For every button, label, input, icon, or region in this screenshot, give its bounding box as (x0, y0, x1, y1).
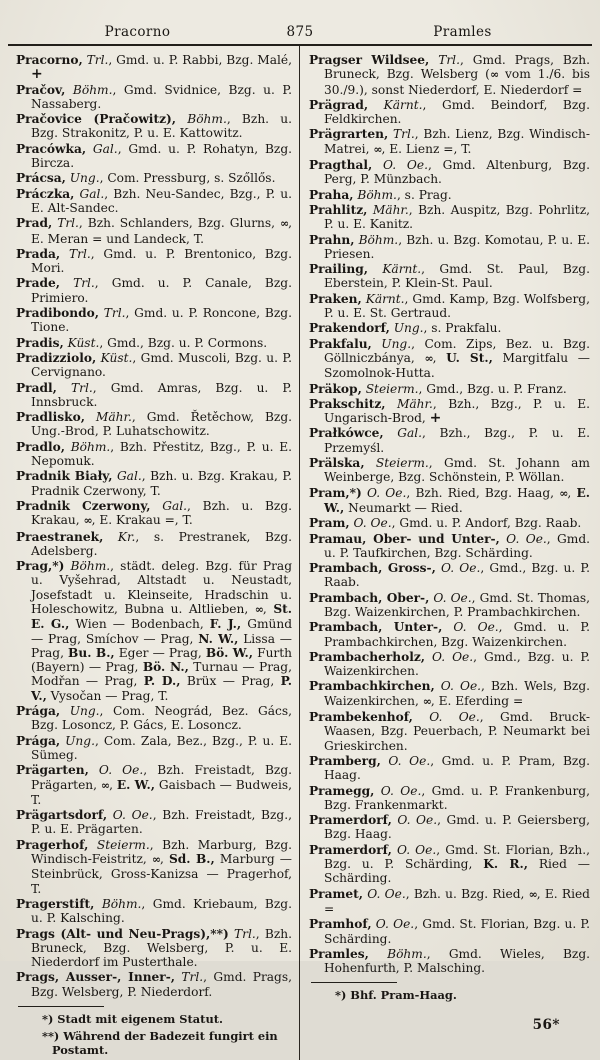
entry-text: , Gmd. Wieles, Bzg. Hohenfurth, P. Malsching. (324, 946, 590, 976)
entry-headword: Prakschitz, (309, 396, 386, 411)
entry-text: vom 1./6. bis 30./9.), sonst Niederdorf, E. Niederdorf = (324, 67, 591, 97)
entry-headword: Pramles, (309, 946, 369, 961)
footnote: **) Während der Badezeit fungirt ein Postamt. (42, 1028, 278, 1057)
entry-text: , Bzh. Neu-Sandec, Bzg., P. u. E. Alt-Sandec. (31, 186, 292, 215)
entry-headword: Prácsa, (16, 171, 66, 186)
crownland-abbrev: O. Oe. (380, 753, 431, 768)
crownland-abbrev: O. Oe. (391, 813, 438, 828)
gazetteer-entry (309, 887, 590, 917)
crownland-abbrev: Ung. (60, 704, 100, 719)
entry-headword: P. V., (31, 674, 292, 703)
entry-text: , E. Meran = und Landeck, T. (31, 216, 292, 246)
entry-headword: Práczka, (16, 186, 75, 201)
entry-text: , Gmd. u. P. Canale, Bzg. Primiero. (31, 276, 292, 305)
crownland-abbrev: Böhm. (64, 559, 111, 574)
left-column (6, 46, 300, 1060)
entry-headword: Prahlitz, (309, 202, 368, 217)
entry-text: Vysočan — Prag, T. (46, 688, 169, 703)
crownland-abbrev: Mähr. (385, 396, 433, 411)
running-head-left-title: Pracorno (104, 24, 171, 40)
crownland-abbrev: Trl. (388, 127, 415, 142)
entry-headword: U. St., (446, 350, 493, 365)
gazetteer-entry (309, 710, 590, 753)
entry-text: , Gmd., Bzg. u. P. Cormons. (99, 335, 268, 350)
entry-headword: Prałkówce, (309, 426, 384, 441)
entry-headword: Pramerdorf, (309, 842, 392, 857)
crownland-abbrev: O. Oe. (88, 763, 144, 778)
entry-headword: Pradlisko, (16, 410, 85, 425)
entry-headword: Sd. B., (168, 852, 215, 867)
page-number: 875 (286, 24, 314, 40)
entry-headword: Pračovice (Pračowitz), (16, 112, 177, 127)
entry-headword: Pradl, (16, 380, 57, 395)
gazetteer-entry (309, 813, 590, 842)
entry-text: , Gmd. u. P. Andorf, Bzg. Raab. (391, 516, 582, 531)
posthorn-icon: ∞ (373, 142, 382, 156)
gazetteer-entry (16, 187, 292, 216)
crownland-abbrev: Böhm. (65, 82, 113, 97)
gazetteer-entry (16, 530, 292, 559)
entry-headword: Prägarten, (16, 763, 89, 778)
entry-headword: Präkop, (309, 381, 362, 396)
entry-text: Marburg — Steinbrück, Gross-Kanizsa — Pragerhof, T. (31, 852, 292, 896)
crownland-abbrev: Trl. (99, 306, 126, 321)
crownland-abbrev: Ung. (65, 171, 100, 186)
crownland-abbrev: Trl. (228, 926, 256, 941)
crownland-abbrev: Trl. (82, 53, 109, 67)
gazetteer-entry (309, 679, 590, 709)
gazetteer-entry (16, 897, 292, 926)
crownland-abbrev: Kärnt. (368, 97, 423, 112)
cross-icon: + (31, 66, 43, 83)
entry-headword: Pračov, (16, 82, 66, 97)
entry-headword: Prags (Alt- und Neu-Prags),**) (16, 926, 229, 941)
gazetteer-entry (16, 410, 292, 439)
entry-headword: Pradis, (16, 335, 64, 350)
entry-text: Brüx — Prag, (180, 674, 281, 689)
right-footnote-rule (311, 982, 397, 983)
crownland-abbrev: O. Oe. (442, 620, 499, 635)
footnote: *) Stadt mit eigenem Statut. (42, 1012, 223, 1026)
entry-text: , Bzh. Schlanders, Bzg. Glurns, (78, 216, 280, 231)
crownland-abbrev: Steierm. (88, 837, 150, 852)
crownland-abbrev: Böhm. (368, 946, 427, 961)
entry-text: , Com. Pressburg, s. Szőllős. (99, 171, 276, 186)
gazetteer-entry (309, 233, 590, 262)
posthorn-icon: ∞ (100, 778, 110, 792)
entry-text: , Bzh. Wels, Bzg. Waizenkirchen, (324, 679, 590, 708)
entry-headword: Bu. B., (68, 645, 115, 660)
entry-text: , Gmd. St. Florian, Bzh., Bzg. u. P. Schärding, (324, 842, 590, 872)
entry-headword: Praestranek, (16, 529, 104, 544)
entry-text: , Bzh. Freistadt, Bzg., P. u. E. Prägarten. (31, 808, 292, 837)
crownland-abbrev: Mähr. (84, 410, 132, 425)
entry-headword: P. D., (143, 674, 181, 689)
posthorn-icon: ∞ (489, 68, 499, 82)
entry-headword: Prägrad, (309, 97, 369, 112)
entry-headword: Pramet, (309, 886, 364, 901)
entry-text: , E. Eferding = (430, 693, 524, 708)
crownland-abbrev: Gal. (112, 469, 142, 484)
entry-text: , s. Prag. (396, 187, 452, 202)
entry-text: , Com. Zala, Bez., Bzg., P. u. E. Sümeg. (31, 733, 292, 762)
entry-headword: Prambach, Ober-, (309, 590, 430, 605)
crownland-abbrev: Kr. (103, 529, 136, 544)
crownland-abbrev: O. Oe. (374, 783, 422, 798)
entry-text: , Gmd. Prags, Bzh. Bruneck, Bzg. Welsberg ( (324, 53, 591, 82)
entry-text: , Bzh., Bzg., P. u. E. Przemyśl. (324, 426, 590, 455)
gazetteer-entry (16, 559, 292, 703)
entry-headword: Pragerhof, (16, 837, 89, 852)
entry-headword: Pragser Wildsee, (309, 53, 430, 67)
entry-headword: Prälska, (309, 456, 365, 471)
crownland-abbrev: Ung. (371, 336, 412, 351)
entry-headword: Prailing, (309, 262, 368, 277)
printer-signature: 56* (532, 1016, 560, 1033)
gazetteer-entry (309, 561, 590, 590)
entry-headword: Prägrarten, (309, 127, 389, 142)
entry-text: , Bzh. Marburg, Bzg. Windisch-Feistritz, (31, 837, 293, 867)
gazetteer-entry (16, 838, 292, 896)
posthorn-icon: ∞ (151, 853, 161, 867)
entry-text: Turnau — Prag, Modřan — Prag, (31, 660, 292, 689)
entry-text: , Gmd. Kriebaum, Bzg. u. P. Kalsching. (31, 896, 292, 926)
entry-text: Gmünd — Prag, Smíchov — Prag, (31, 617, 292, 646)
crownland-abbrev: O. Oe. (425, 649, 474, 664)
crownland-abbrev: Gal. (86, 141, 118, 156)
posthorn-icon: ∞ (279, 217, 289, 231)
entry-text: , Gmd. Altenburg, Bzg. Perg, P. Münzbach. (324, 158, 590, 187)
entry-headword: Pragerstift, (16, 896, 95, 911)
gazetteer-entry (309, 456, 590, 485)
entry-text: , Gmd. u. P. Rohatyn, Bzg. Bircza. (31, 141, 292, 171)
entry-headword: Pramhof, (309, 917, 372, 932)
gazetteer-entry (309, 947, 590, 976)
crownland-abbrev: Gal. (150, 498, 188, 513)
gazetteer-entry (16, 808, 292, 837)
entry-headword: Prága, (16, 704, 61, 719)
entry-text: , Gmd. u. P. Geiersberg, Bzg. Haag. (324, 813, 590, 842)
entry-text: , Gmd. St. Johann am Weinberge, Bzg. Schönstein, P. Wöllan. (324, 456, 590, 485)
entry-headword: Prambach, Gross-, (309, 561, 436, 576)
gazetteer-entry (16, 440, 292, 469)
entry-text: , Gmd. Prags, Bzg. Welsberg, P. Niederdorf. (31, 970, 292, 999)
crownland-abbrev: Trl. (60, 276, 95, 291)
gazetteer-entry (309, 127, 590, 157)
entry-text: , Bzh. Bruneck, Bzg. Welsberg, P. u. E. Niederdorf im Pusterthale. (31, 926, 292, 970)
posthorn-icon: ∞ (422, 694, 431, 708)
entry-text: , Com. Neográd, Bez. Gács, Bzg. Losoncz, P. Gács, E. Losoncz. (31, 704, 292, 733)
entry-text: , Gmd. u. P. Taufkirchen, Bzg. Schärding. (324, 531, 590, 560)
gazetteer-entry (309, 337, 590, 381)
crownland-abbrev: Steierm. (364, 456, 429, 471)
entry-headword: Prága, (16, 733, 61, 748)
entry-headword: Prags, Ausser-, Inner-, (16, 970, 176, 985)
entry-text: , Bzh. Ried, Bzg. Haag, (406, 485, 560, 500)
entry-text: , Bzh. u. Bzg. Strakonitz, P. u. E. Kattowitz. (31, 112, 292, 141)
gazetteer-entry (309, 843, 590, 886)
gazetteer-entry (309, 426, 590, 455)
entry-text: , Gmd. St. Thomas, Bzg. Waizenkirchen, P. Prambachkirchen. (324, 590, 590, 619)
crownland-abbrev: O. Oe. (107, 808, 153, 823)
gazetteer-entry (309, 917, 590, 946)
entry-text: , Com. Zips, Bez. u. Bzg. Göllniczbánya, (324, 336, 591, 365)
entry-headword: Pramau, Ober- und Unter-, (309, 531, 500, 546)
entry-text: , Gmd. u. P. Brentonico, Bzg. Mori. (31, 246, 292, 276)
entry-text: , Gmd. St. Paul, Bzg. Eberstein, P. Klein-St. Paul. (324, 262, 590, 291)
entry-text: , Gmd. u. P. Roncone, Bzg. Tione. (31, 306, 292, 335)
running-head (6, 24, 594, 40)
entry-headword: Pragthal, (309, 158, 373, 173)
entry-headword: F. J., (209, 617, 242, 632)
entry-text: , Gmd. Bruck-Waasen, Bzg. Peuerbach, P. Neumarkt bei Grieskirchen. (324, 710, 590, 753)
gazetteer-entry (16, 276, 292, 305)
crownland-abbrev: Ung. (60, 733, 95, 748)
entry-text: , Gmd. u. P. Frankenburg, Bzg. Frankenmarkt. (324, 783, 590, 812)
entry-headword: Pracorno, (16, 53, 83, 67)
gazetteer-entry (309, 591, 590, 620)
entry-text: , Bzh. u. Bzg. Krakau, (31, 498, 293, 528)
crownland-abbrev: O. Oe. (434, 679, 482, 694)
crownland-abbrev: Kärnt. (368, 262, 422, 277)
gazetteer-entry (309, 516, 590, 530)
gazetteer-entry (309, 754, 590, 783)
entry-text: , Gmd. Amras, Bzg. u. P. Innsbruck. (31, 380, 292, 409)
entry-headword: Pradnik Biały, (16, 469, 113, 484)
gazetteer-entry (16, 53, 292, 82)
entry-text: , (160, 852, 169, 867)
gazetteer-entry (16, 734, 292, 763)
entry-text: , (109, 777, 117, 792)
crownland-abbrev: Küst. (63, 335, 100, 350)
entry-headword: Prägartsdorf, (16, 808, 108, 823)
right-column (300, 46, 594, 1060)
entry-text: , Gmd., Bzg. u. P. Raab. (324, 561, 591, 590)
entry-text: Margitfalu — Szomolnok-Hutta. (324, 350, 590, 381)
entry-headword: Pracówka, (16, 141, 87, 156)
gazetteer-entry (309, 158, 590, 187)
entry-text: Wien — Bodenbach, (69, 617, 210, 632)
gazetteer-entry (309, 486, 590, 516)
crownland-abbrev: O. Oe. (391, 842, 437, 857)
gazetteer-entry (309, 397, 590, 426)
entry-text: Lissa — Prag, (31, 631, 292, 660)
gazetteer-entry (16, 381, 292, 410)
posthorn-icon: ∞ (424, 351, 433, 365)
entry-text: , (567, 485, 577, 500)
entry-text: , Gmd., Bzg. u. P. Franz. (418, 381, 567, 396)
gazetteer-entry (16, 927, 292, 970)
crownland-abbrev: Kärnt. (361, 291, 405, 306)
crownland-abbrev: O. Oe. (435, 561, 481, 576)
entry-headword: Pramerdorf, (309, 813, 392, 828)
entry-headword: Pramegg, (309, 783, 375, 798)
entry-headword: Prambacherholz, (309, 649, 426, 664)
gazetteer-entry (309, 262, 590, 291)
gazetteer-entry (16, 171, 292, 185)
cross-icon: + (429, 410, 442, 427)
entry-text: , Bzh. u. Bzg. Krakau, P. Pradnik Czerwony, T. (31, 469, 293, 498)
crownland-abbrev: O. Oe. (371, 917, 415, 932)
entry-headword: Prad, (16, 216, 53, 231)
entry-headword: Praken, (309, 291, 362, 306)
entry-text: , E. Krakau =, T. (91, 513, 193, 528)
posthorn-icon: ∞ (559, 486, 568, 500)
entry-headword: Prakfalu, (309, 336, 372, 351)
entry-headword: Pradibondo, (16, 306, 100, 321)
gazetteer-entry (16, 499, 292, 529)
gazetteer-entry (16, 83, 292, 112)
gazetteer-entry (16, 142, 292, 171)
gazetteer-entry (309, 321, 590, 335)
left-entry-list (16, 53, 292, 999)
entry-headword: Prade, (16, 276, 61, 291)
crownland-abbrev: Böhm. (354, 232, 399, 247)
gazetteer-entry (16, 704, 292, 733)
gazetteer-entry (16, 216, 292, 246)
gazetteer-entry (309, 532, 590, 561)
columns (6, 46, 594, 1060)
entry-text: , Gmd. St. Florian, Bzg. u. P. Schärding. (324, 917, 590, 946)
entry-text: , E. Lienz =, T. (381, 141, 472, 156)
gazetteer-entry (309, 382, 590, 396)
entry-text: , (432, 350, 447, 365)
entry-headword: Prambekenhof, (309, 710, 413, 725)
entry-text: , Bzh. Lienz, Bzg. Windisch-Matrei, (324, 127, 590, 156)
entry-text: , Gmd. Muscoli, Bzg. u. P. Cervignano. (31, 350, 292, 380)
entry-headword: Prahn, (309, 232, 355, 247)
gazetteer-entry (309, 98, 590, 127)
entry-headword: Pram, (309, 516, 350, 531)
entry-text: Eger — Prag, (114, 645, 206, 660)
entry-headword: Prambachkirchen, (309, 679, 435, 694)
posthorn-icon: ∞ (528, 887, 537, 901)
entry-headword: Pradizziolo, (16, 350, 97, 365)
entry-text: , Bzh. Přestitz, Bzg., P. u. E. Nepomuk. (31, 439, 292, 469)
gazetteer-entry (16, 247, 292, 276)
gazetteer-entry (16, 970, 292, 999)
entry-text: , Gmd. Svidnice, Bzg. u. P. Nassaberg. (31, 82, 293, 111)
running-head-right-title: Pramles (433, 24, 492, 40)
gazetteer-entry (309, 620, 590, 649)
entry-text: , Gmd. u. P. Pram, Bzg. Haag. (324, 753, 590, 783)
gazetteer-entry (309, 784, 590, 813)
entry-headword: Praha, (309, 187, 354, 202)
gazetteer-entry (309, 650, 590, 679)
gazetteer-entry (309, 53, 590, 97)
entry-text: , Bzh. Freistadt, Bzg. Prägarten, (31, 763, 292, 792)
entry-text: , s. Prestranek, Bzg. Adelsberg. (31, 529, 292, 558)
gazetteer-entry (16, 306, 292, 335)
crownland-abbrev: O. Oe. (429, 590, 472, 605)
crownland-abbrev: O. Oe. (349, 516, 392, 531)
gazetteer-entry (309, 188, 590, 202)
crownland-abbrev: Gal. (383, 426, 423, 441)
entry-headword: Prakendorf, (309, 321, 390, 336)
crownland-abbrev: Steierm. (361, 381, 419, 396)
gazetteer-entry (16, 763, 292, 807)
entry-text: , Gmd. Beindorf, Bzg. Feldkirchen. (324, 97, 590, 127)
crownland-abbrev: Trl. (429, 53, 460, 67)
posthorn-icon: ∞ (83, 514, 92, 528)
crownland-abbrev: Trl. (56, 380, 93, 395)
gazetteer-entry (16, 112, 292, 141)
entry-text: , Bzh. u. Bzg. Komotau, P. u. E. Priesen. (324, 232, 590, 261)
entry-headword: Pradnik Czerwony, (16, 498, 151, 513)
entry-headword: E. W., (116, 777, 155, 792)
right-entry-list (309, 53, 590, 975)
crownland-abbrev: Trl. (52, 216, 79, 231)
entry-text: , (262, 601, 274, 616)
entry-text: , Gmd. u. P. Rabbi, Bzg. Malé, (108, 53, 292, 67)
entry-headword: Prag,*) (16, 559, 65, 574)
entry-text: Neumarkt — Ried. (344, 500, 463, 515)
entry-headword: Bö. N., (142, 660, 189, 675)
crownland-abbrev: Ung. (389, 321, 424, 336)
posthorn-icon: ∞ (254, 602, 263, 616)
entry-headword: St. E. G., (31, 601, 293, 632)
entry-text: , Bzh. Auspitz, Bzg. Pohrlitz, P. u. E. Kanitz. (324, 202, 590, 232)
entry-headword: Bö. W., (205, 645, 254, 660)
crownland-abbrev: Böhm. (176, 112, 227, 127)
gazetteer-entry (16, 469, 292, 498)
entry-text: Gaisbach — Budweis, T. (31, 777, 292, 807)
entry-headword: Pradlo, (16, 439, 66, 454)
entry-text: Furth (Bayern) — Prag, (31, 645, 292, 675)
entry-text: , Gmd. u. P. Prambachkirchen, Bzg. Waizenkirchen. (324, 620, 590, 649)
crownland-abbrev: O. Oe. (499, 531, 547, 546)
entry-text: , Gmd. Kamp, Bzg. Wolfsberg, P. u. E. St. Gertraud. (324, 291, 590, 321)
entry-headword: Prambach, Unter-, (309, 620, 443, 635)
crownland-abbrev: O. Oe. (363, 886, 406, 901)
crownland-abbrev: Küst. (96, 350, 133, 365)
crownland-abbrev: Gal. (74, 186, 105, 201)
crownland-abbrev: Böhm. (353, 187, 397, 202)
crownland-abbrev: Mähr. (367, 202, 409, 217)
entry-headword: E. W., (324, 485, 590, 515)
gazetteer-entry (16, 351, 292, 380)
entry-text: , Bzh. u. Bzg. Ried, (405, 886, 529, 901)
entry-text: , städt. deleg. Bzg. für Prag u. Vyšehrad, Altstadt u. Neustadt, Josefstadt u. Kleinseite, Hradschin u. Holeschowitz, Bubna u. Altlieben, (31, 559, 292, 616)
crownland-abbrev: O. Oe. (412, 710, 480, 725)
crownland-abbrev: Trl. (60, 246, 91, 261)
crownland-abbrev: O. Oe. (361, 485, 407, 500)
footnote: *) Bhf. Pram-Haag. (335, 988, 457, 1003)
entry-text: , Gmd. Řetěchow, Bzg. Ung.-Brod, P. Luhatschowitz. (31, 410, 292, 439)
entry-text: , Gmd., Bzg. u. P. Waizenkirchen. (324, 649, 590, 679)
entry-headword: Pram,*) (309, 485, 362, 500)
entry-text: , s. Prakfalu. (423, 321, 502, 336)
crownland-abbrev: Böhm. (94, 896, 142, 911)
entry-headword: N. W., (198, 631, 239, 646)
entry-headword: Pramberg, (309, 753, 381, 768)
crownland-abbrev: O. Oe. (372, 158, 429, 173)
entry-text: , E. Ried = (324, 886, 590, 916)
gazetteer-entry (309, 203, 590, 232)
entry-text: , Bzh., Bzg., P. u. E. Ungarisch-Brod, (324, 396, 590, 426)
entry-headword: Prada, (16, 246, 61, 261)
entry-text: Ried — Schärding. (324, 857, 590, 886)
left-footnote-rule (18, 1006, 104, 1007)
gazetteer-entry (309, 292, 590, 321)
gazetteer-entry (16, 336, 292, 350)
crownland-abbrev: Trl. (175, 970, 204, 985)
crownland-abbrev: Böhm. (65, 439, 111, 454)
entry-headword: K. R., (483, 857, 528, 872)
